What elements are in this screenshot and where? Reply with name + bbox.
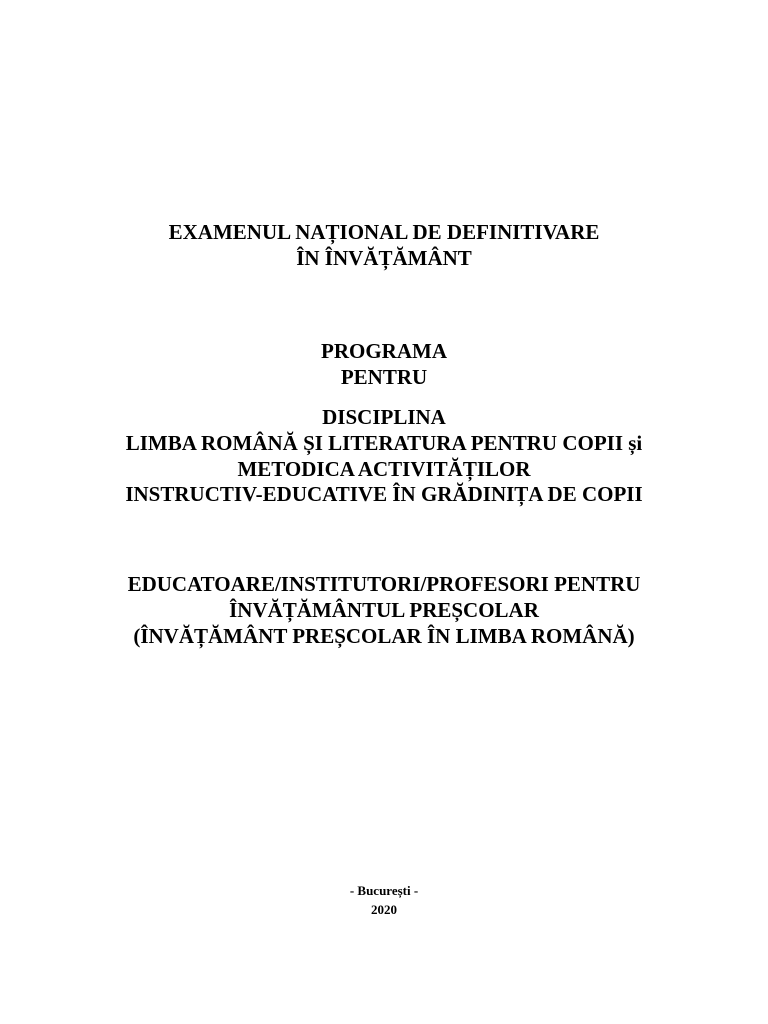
discipline-line-4: INSTRUCTIV-EDUCATIVE ÎN GRĂDINIȚA DE COPII	[125, 482, 643, 506]
footer-city: - București -	[349, 883, 419, 898]
footer-year: 2020	[371, 902, 397, 917]
audience-line-1: EDUCATOARE/INSTITUTORI/PROFESORI PENTRU	[127, 572, 641, 596]
discipline-line-2: LIMBA ROMÂNĂ ȘI LITERATURA PENTRU COPII și	[125, 431, 643, 455]
exam-title-line-2: ÎN ÎNVĂȚĂMÂNT	[296, 246, 472, 270]
audience-line-2: ÎNVĂȚĂMÂNTUL PREȘCOLAR	[229, 598, 539, 622]
exam-title-line-1: EXAMENUL NAȚIONAL DE DEFINITIVARE	[168, 220, 600, 244]
program-line-1: PROGRAMA	[321, 339, 447, 363]
discipline-line-3: METODICA ACTIVITĂȚILOR	[237, 457, 531, 481]
discipline-line-1: DISCIPLINA	[322, 405, 446, 429]
audience-line-3: (ÎNVĂȚĂMÂNT PREȘCOLAR ÎN LIMBA ROMÂNĂ)	[133, 624, 635, 648]
program-line-2: PENTRU	[340, 365, 428, 389]
